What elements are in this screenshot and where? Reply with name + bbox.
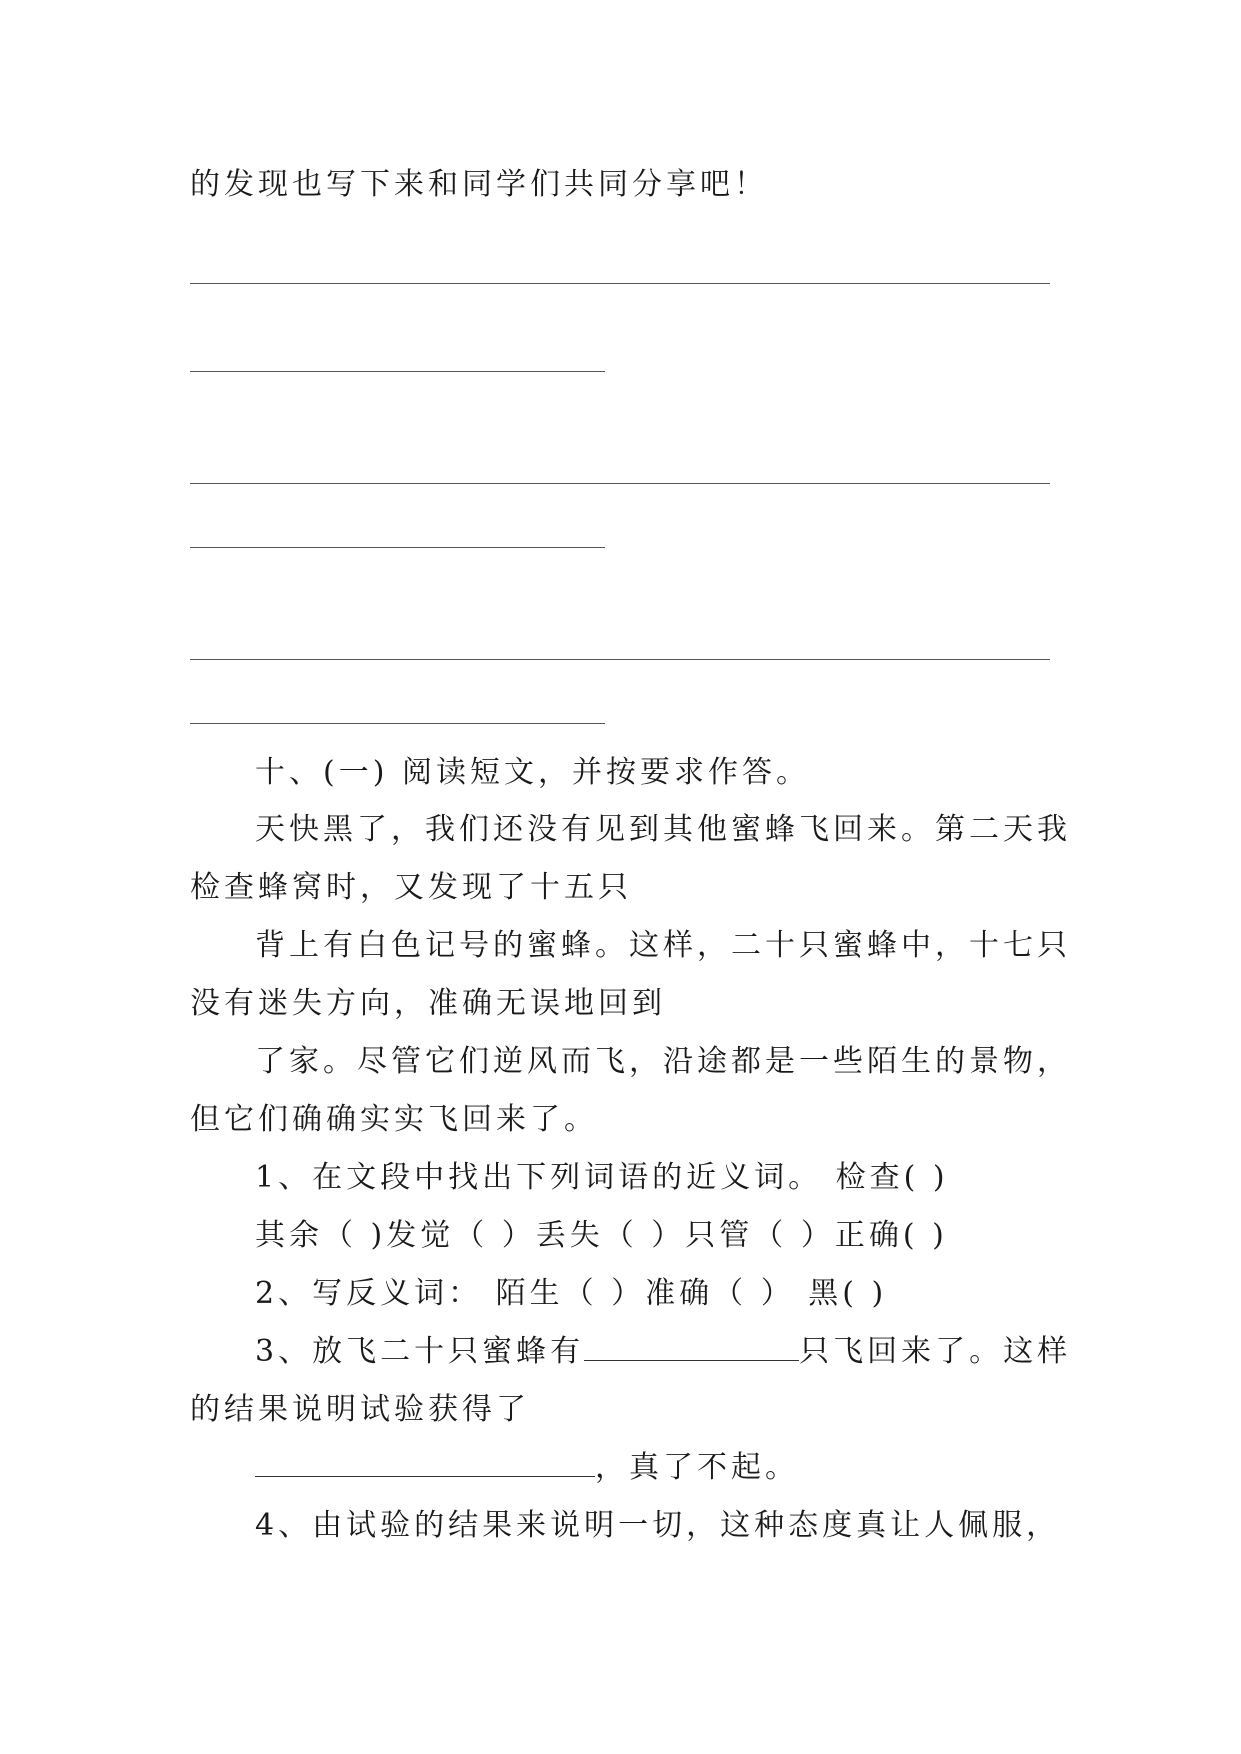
intro-line: 的发现也写下来和同学们共同分享吧！ — [190, 167, 768, 202]
question-3-prefix: 3、放飞二十只蜜蜂有 — [255, 1334, 585, 1369]
question-2: 2、写反义词： 陌生（ ）准确（ ） 黑( ) — [255, 1276, 888, 1311]
answer-rule[interactable] — [190, 547, 605, 548]
passage-line: 天快黑了，我们还没有见到其他蜜蜂飞回来。第二天我 — [255, 812, 1071, 847]
question-3-blank[interactable] — [584, 1332, 799, 1361]
passage-line: 了家。尽管它们逆风而飞，沿途都是一些陌生的景物， — [255, 1044, 1071, 1079]
question-1-options: 其余（ )发觉（ ）丢失（ ）只管（ ）正确( ) — [255, 1218, 948, 1253]
passage-line: 背上有白色记号的蜜蜂。这样，二十只蜜蜂中，十七只 — [255, 928, 1071, 963]
question-3-line3-suffix: ，真了不起。 — [595, 1450, 799, 1485]
question-3-suffix: 只飞回来了。这样 — [799, 1334, 1072, 1369]
answer-rule[interactable] — [190, 723, 605, 724]
question-3-line2: 的结果说明试验获得了 — [190, 1392, 530, 1427]
answer-rule[interactable] — [190, 371, 605, 372]
answer-rule[interactable] — [190, 659, 1050, 660]
answer-rule[interactable] — [190, 283, 1050, 284]
question-1: 1、在文段中找出下列词语的近义词。 检查( ) — [255, 1160, 949, 1195]
question-3 — [255, 1332, 1071, 1372]
answer-rule[interactable] — [190, 483, 1050, 484]
question-3-blank-2[interactable] — [255, 1448, 595, 1477]
question-4: 4、由试验的结果来说明一切，这种态度真让人佩服， — [255, 1508, 1061, 1543]
passage-line: 但它们确确实实飞回来了。 — [190, 1102, 598, 1137]
section-heading: 十、(一) 阅读短文，并按要求作答。 — [255, 755, 810, 790]
passage-line: 检查蜂窝时，又发现了十五只 — [190, 870, 632, 905]
question-3-line3 — [255, 1448, 799, 1488]
passage-line: 没有迷失方向，准确无误地回到 — [190, 986, 666, 1021]
